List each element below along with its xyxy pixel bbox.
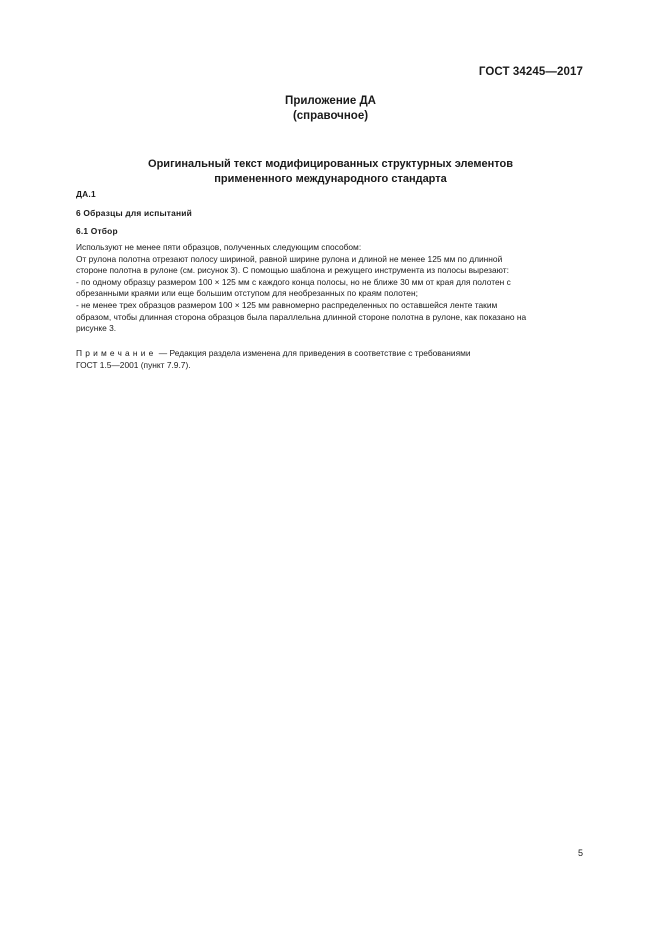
document-code: ГОСТ 34245—2017 — [478, 66, 583, 78]
note-line-1 — [76, 347, 584, 359]
note-dash: — — [156, 348, 170, 358]
list-item-2-line-3: рисунке 3. — [76, 323, 117, 334]
section-heading-6: 6 Образцы для испытаний — [76, 208, 192, 218]
paragraph-strip-line-2: стороне полотна в рулоне (см. рисунок 3). С помощью шаблона и режущего инструмента из полосы вырезают: — [76, 265, 509, 276]
list-item-2-line-1: - не менее трех образцов размером 100 × 125 мм равномерно распределенных по оставшейся ленте таким — [76, 299, 498, 310]
section-label-da1: ДА.1 — [76, 189, 96, 199]
note-label: Примечание — [76, 348, 157, 358]
paragraph-intro: Используют не менее пяти образцов, полученных следующим способом: — [76, 242, 362, 252]
original-heading-line-2: примененного международного стандарта — [214, 173, 447, 185]
list-item-1-line-2: обрезанными краями или еще большим отступом для необрезанных по краям полотен; — [76, 288, 418, 299]
appendix-title: Приложение ДА — [285, 95, 376, 107]
note-text-line-2: ГОСТ 1.5—2001 (пункт 7.9.7). — [76, 360, 191, 370]
paragraph-strip-line-1: От рулона полотна отрезают полосу шириной, равной ширине рулона и длиной не менее 125 мм по длинной — [76, 253, 503, 264]
list-item-2-line-2: образом, чтобы длинная сторона образцов была параллельна длинной стороне полотна в рулоне, как показано на — [76, 311, 527, 322]
note-text-line-1: Редакция раздела изменена для приведения в соответствие с требованиями — [169, 348, 471, 358]
list-item-1-line-1: - по одному образцу размером 100 × 125 мм с каждого конца полосы, но не ближе 30 мм от края для полотен с — [76, 276, 511, 287]
section-heading-6-1: 6.1 Отбор — [76, 226, 118, 236]
note-block — [76, 347, 584, 371]
body-text — [76, 242, 584, 335]
page-number: 5 — [577, 848, 583, 858]
appendix-type: (справочное) — [292, 110, 369, 122]
original-text-heading — [0, 157, 661, 187]
original-heading-line-1: Оригинальный текст модифицированных структурных элементов — [148, 158, 513, 170]
